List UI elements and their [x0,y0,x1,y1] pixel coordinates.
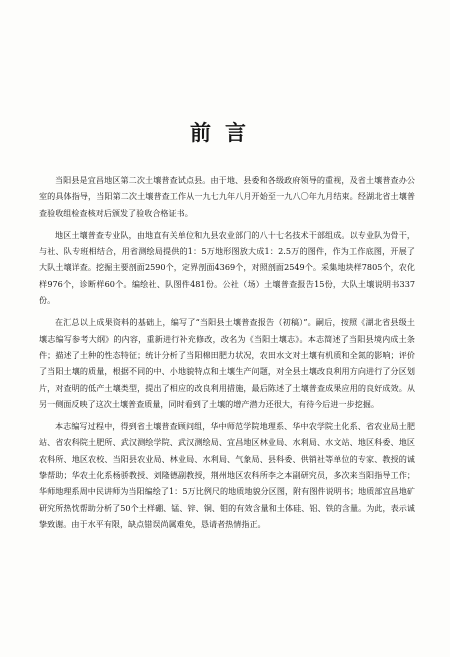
paragraph-1: 当阳县是宜昌地区第二次土壤普查试点县。由于地、县委和各级政府领导的重视，及省土壤普查办公室的具体指导，当阳第二次土壤普查工作从一九七九年八月开始至一九八〇年九月结束。经湖北省土壤普查验收组检查核对后颁发了验收合格证书。 [39,175,415,218]
paragraph-2: 地区土壤普查专业队，由地直有关单位和九县农业部门的八十七名技术干部组成。以专业队为骨干，与社、队专班相结合，用省测绘局提供的1：5万地形图放大成1：2.5万的图件，作为工作底图，开展了大队土壤详查。挖掘主要剖面2590个，定界剖面4369个，对照剖面2549个。采集地块样7805个，农化样976个，诊断样60个。编绘社、队图件481份。公社（场）土壤普查报告15份，大队土壤说明书337份。 [39,229,415,306]
paragraph-3: 在汇总以上成果资料的基础上，编写了“当阳县土壤普查报告（初稿）”。嗣后，按照《湖北省县级土壤志编写参考大纲》的内容，重新进行补充修改，改名为《当阳土壤志》。本志简述了当阳县境内成土条件；描述了土种的性态特征；统计分析了当阳棉田肥力状况，农田水文对土壤有机质和全氮的影响；评价了当阳土壤的质量，根据不同的中、小地貌特点和土壤生产问题，对全县土壤改良利用方向进行了分区划片，对查明的低产土壤类型，提出了相应的改良利用措施，最后陈述了土壤普查成果应用的良好成效。从另一侧面反映了这次土壤普查质量，同时看到了土壤的增产潜力还很大，有待今后进一步挖掘。 [39,317,415,409]
page-title: 前言 [190,120,260,145]
paragraph-4: 本志编写过程中，得到省土壤普查顾问组，华中师范学院地理系、华中农学院土化系、省农业局土肥站、省农科院土肥所、武汉测绘学院、武汉测绘局、宜昌地区林业局、水利局、水文站、地区科委、地区农科所、地区农校、当阳县农业局、林业局、水利局、气象局、县科委、供销社等单位的专家、教授的诚挚帮助；华农土化系杨骄教授、刘隆德副教授，荆州地区农科所李之本副研究员，多次来当阳指导工作；华师地理系周中民讲师为当阳编绘了1：5万比例尺的地质地貌分区图，附有图件说明书；地质部宜昌地矿研究所热忱帮助分析了50个土样硼、锰、锌、铜、钼的有效含量和土体硅、铝、铁的含量。为此，表示诚挚致谢。由于水平有限，缺点错误尚属难免，恳请者热情指正。 [39,421,415,529]
document-body [39,172,415,538]
